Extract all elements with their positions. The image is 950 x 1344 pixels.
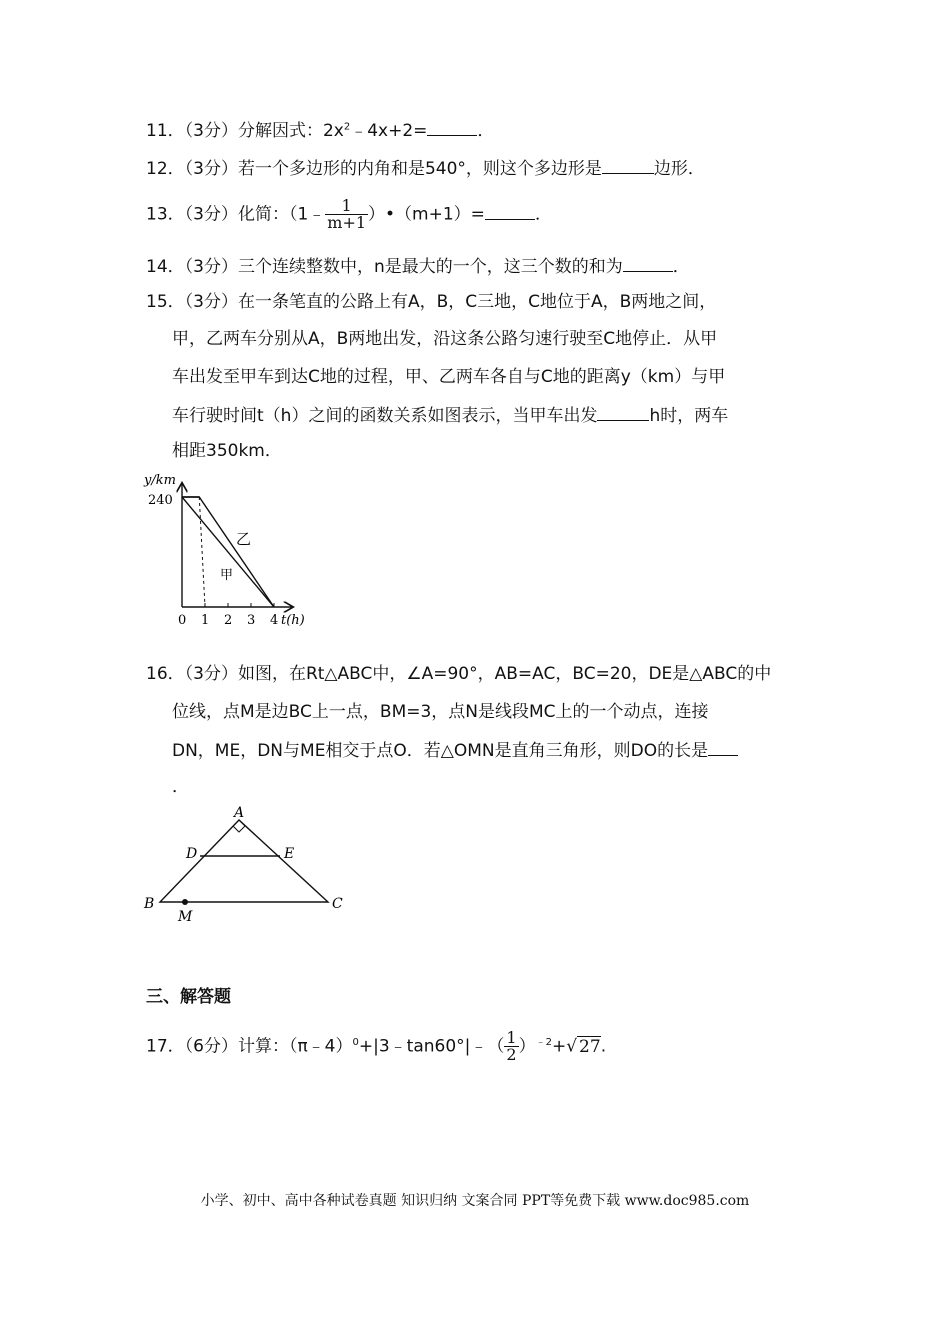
label-d: D	[186, 846, 198, 862]
page-footer: 小学、初中、高中各种试卷真题 知识归纳 文案合同 PPT等免费下载 www.doc985.com	[200, 1193, 750, 1209]
distance-time-chart	[140, 472, 320, 632]
triangle-figure	[136, 800, 356, 930]
right-angle-mark	[233, 820, 245, 832]
x-tick-label: 1	[201, 613, 210, 628]
label-e: E	[284, 846, 295, 862]
question-15-line-1: 15．（3分）在一条笔直的公路上有A，B，C三地，C地位于A，B两地之间，	[146, 292, 717, 312]
question-16-line-1: 16．（3分）如图，在Rt△ABC中，∠A=90°，AB=AC，BC=20，DE是△ABC的中	[146, 664, 772, 684]
series-line-1	[182, 497, 274, 607]
answer-blank	[597, 403, 649, 421]
fraction: $\frac{1}{m+1}$	[327, 196, 367, 232]
question-17: 17．（6分）计算：（π﹣4）$^0$+|3﹣tan60°|﹣（ $\frac{1}{2}$ ）$^{﹣2}$+√ 27.	[146, 1028, 607, 1064]
x-tick-label: 0	[178, 613, 187, 628]
y-tick-label: 240	[148, 493, 173, 508]
label-b: B	[144, 896, 155, 912]
x-tick-label: 3	[247, 613, 256, 628]
x-tick-label: 4	[270, 613, 279, 628]
question-16-line-2: 位线，点M是边BC上一点，BM=3，点N是线段MC上的一个动点，连接	[172, 702, 709, 722]
question-15-line-2: 甲，乙两车分别从A，B两地出发，沿这条公路匀速行驶至C地停止．从甲	[172, 329, 718, 349]
answer-blank	[427, 118, 477, 136]
x-axis-label: t(h)	[281, 613, 305, 628]
x-tick-label: 2	[224, 613, 233, 628]
answer-blank	[708, 738, 738, 756]
label-c: C	[332, 896, 343, 912]
answer-blank	[485, 202, 535, 220]
question-15-line-3: 车出发至甲车到达C地的过程，甲、乙两车各自与C地的距离y（km）与甲	[172, 367, 726, 387]
question-13: 13．（3分）化简：（1﹣ $\frac{1}{m+1}$ ）•（m+1）= ．	[146, 196, 552, 232]
question-16-line-3: DN，ME，DN与ME相交于点O．若△OMN是直角三角形，则DO的长是	[172, 738, 738, 762]
question-12: 12．（3分）若一个多边形的内角和是540°，则这个多边形是 边形．	[146, 156, 705, 180]
question-14: 14．（3分）三个连续整数中，n是最大的一个，这三个数的和为 ．	[146, 254, 690, 278]
series-label-yi: 乙	[236, 530, 252, 548]
label-m: M	[178, 909, 193, 925]
fraction: $\frac{1}{2}$	[506, 1028, 517, 1064]
label-a: A	[234, 805, 245, 821]
point-m	[182, 899, 188, 905]
answer-blank	[602, 156, 654, 174]
question-15-line-4: 车行驶时间t（h）之间的函数关系如图表示，当甲车出发 h时，两车	[172, 403, 728, 427]
answer-blank	[623, 254, 673, 272]
y-axis-label: y/km	[144, 473, 176, 488]
dashed-guide	[199, 497, 205, 607]
square-root: √ 27	[566, 1036, 601, 1057]
question-16-line-4: ．	[172, 777, 189, 797]
question-11: 11．（3分）分解因式：$2x^2﹣4x+2=$ ．	[146, 118, 494, 142]
series-label-jia: 甲	[220, 568, 234, 583]
section-title: 三、解答题	[146, 987, 231, 1007]
question-15-line-5: 相距350km．	[172, 441, 282, 461]
